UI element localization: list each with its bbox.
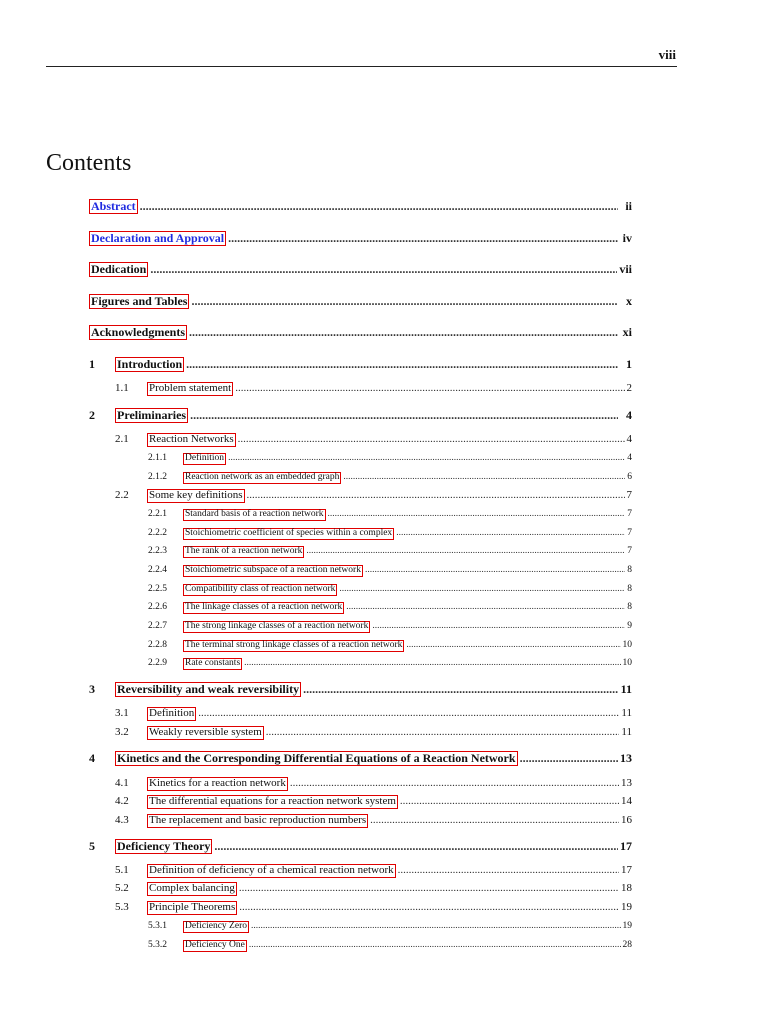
toc-entry-number: 2.2.1 (148, 509, 167, 519)
toc-entry[interactable] (89, 294, 632, 309)
toc-entry[interactable] (148, 546, 632, 558)
toc-entry-title[interactable]: The differential equations for a reaction network system (149, 795, 396, 807)
toc-entry-number: 5.2 (115, 882, 129, 894)
toc-entry-number: 2.2.5 (148, 584, 167, 594)
dot-leader (191, 294, 618, 309)
toc-entry-title[interactable]: Stoichiometric coefficient of species within a complex (185, 528, 393, 538)
toc-entry[interactable] (148, 921, 632, 933)
toc-entry-page: 9 (627, 621, 632, 631)
toc-entry-title[interactable]: Reaction Networks (149, 433, 234, 445)
toc-entry-page: 11 (621, 707, 632, 719)
dot-leader (238, 433, 625, 445)
toc-entry-title[interactable]: Reversibility and weak reversibility (117, 682, 300, 696)
toc-entry[interactable] (89, 262, 632, 277)
toc-entry-page: 17 (620, 839, 632, 853)
toc-entry[interactable] (148, 640, 632, 652)
toc-entry-number: 3.1 (115, 707, 129, 719)
toc-entry-page: 2 (626, 382, 632, 394)
dot-leader (303, 682, 618, 697)
toc-entry-number: 1.1 (115, 382, 129, 394)
toc-entry-page: 8 (627, 565, 632, 575)
dot-leader (140, 199, 618, 214)
dot-leader (520, 751, 618, 766)
toc-entry-title[interactable]: Acknowledgments (91, 325, 186, 339)
toc-entry-number: 4 (89, 751, 95, 765)
toc-entry[interactable] (115, 382, 632, 396)
dot-leader (198, 707, 619, 719)
toc-entry[interactable] (115, 814, 632, 828)
toc-entry-number: 5 (89, 839, 95, 853)
toc-entry[interactable] (89, 231, 632, 246)
toc-entry-title[interactable]: Introduction (117, 357, 183, 371)
toc-entry-page: 13 (620, 751, 632, 765)
toc-entry-page: 4 (626, 408, 632, 422)
dot-leader (251, 921, 621, 931)
toc-entry-page: 7 (627, 546, 632, 556)
dot-leader (228, 453, 625, 463)
toc-entry-page: xi (622, 325, 632, 339)
dot-leader (247, 489, 625, 501)
toc-entry[interactable] (115, 489, 632, 503)
dot-leader (346, 602, 625, 612)
toc-entry-page: 4 (627, 453, 632, 463)
toc-entry-title[interactable]: Figures and Tables (91, 294, 188, 308)
toc-entry-number: 5.1 (115, 864, 129, 876)
toc-entry-title[interactable]: Dedication (91, 262, 147, 276)
toc-entry-number: 2.2.3 (148, 546, 167, 556)
toc-entry[interactable] (89, 325, 632, 340)
toc-entry-number: 2.2.7 (148, 621, 167, 631)
toc-entry-title[interactable]: Complex balancing (149, 882, 235, 894)
toc-entry-title[interactable]: Stoichiometric subspace of a reaction network (185, 565, 361, 575)
dot-leader (290, 777, 619, 789)
toc-entry-number: 2.1 (115, 433, 129, 445)
toc-entry-title[interactable]: The terminal strong linkage classes of a reaction network (185, 640, 403, 650)
toc-entry-title[interactable]: Preliminaries (117, 408, 187, 422)
toc-entry[interactable] (89, 751, 632, 766)
toc-entry[interactable] (89, 199, 632, 214)
toc-entry-page: 17 (621, 864, 632, 876)
toc-entry-number: 2 (89, 408, 95, 422)
toc-entry-number: 3.2 (115, 726, 129, 738)
toc-entry-title[interactable]: Definition of deficiency of a chemical reaction network (149, 864, 394, 876)
toc-entry-page: 6 (627, 472, 632, 482)
toc-entry-page: 7 (627, 509, 632, 519)
toc-entry-number: 4.2 (115, 795, 129, 807)
toc-entry[interactable] (89, 357, 632, 372)
dot-leader (365, 565, 625, 575)
toc-entry[interactable] (148, 565, 632, 577)
dot-leader (244, 658, 620, 668)
toc-entry[interactable] (148, 472, 632, 484)
toc-entry[interactable] (148, 453, 632, 465)
toc-entry[interactable] (115, 795, 632, 809)
toc-entry-number: 2.1.1 (148, 453, 167, 463)
dot-leader (406, 640, 620, 650)
toc-entry-number: 1 (89, 357, 95, 371)
toc-entry-page: vii (619, 262, 632, 276)
toc-entry-number: 2.2.4 (148, 565, 167, 575)
toc-entry-title[interactable]: Deficiency One (185, 940, 245, 950)
toc-entry[interactable] (148, 509, 632, 521)
toc-entry-title[interactable]: The linkage classes of a reaction network (185, 602, 343, 612)
toc-entry-page: 10 (622, 658, 632, 668)
dot-leader (339, 584, 625, 594)
toc-entry-page: 14 (621, 795, 632, 807)
page-number-header: viii (658, 47, 676, 62)
toc-entry-title[interactable]: Compatibility class of reaction network (185, 584, 336, 594)
toc-entry-page: 4 (626, 433, 632, 445)
toc-entry[interactable] (89, 839, 632, 854)
toc-entry[interactable] (89, 682, 632, 697)
dot-leader (190, 408, 618, 423)
toc-entry[interactable] (148, 940, 632, 952)
toc-entry-page: 10 (622, 640, 632, 650)
toc-entry-page: 11 (620, 682, 632, 696)
toc-entry-title[interactable]: Deficiency Theory (117, 839, 211, 853)
toc-entry-title[interactable]: Definition (149, 707, 195, 719)
dot-leader (398, 864, 619, 876)
toc-entry-page: 19 (621, 901, 632, 913)
dot-leader (235, 382, 624, 394)
dot-leader (186, 357, 618, 372)
toc-entry-title[interactable]: Rate constants (185, 658, 241, 668)
toc-entry[interactable] (148, 621, 632, 633)
toc-entry-page: 8 (627, 602, 632, 612)
dot-leader (249, 940, 621, 950)
toc-entry-number: 4.1 (115, 777, 129, 789)
dot-leader (214, 839, 618, 854)
dot-leader (396, 528, 625, 538)
dot-leader (370, 814, 619, 826)
toc-entry[interactable] (148, 658, 632, 670)
toc-entry-number: 5.3.1 (148, 921, 167, 931)
toc-entry-title[interactable]: Reaction network as an embedded graph (185, 472, 340, 482)
dot-leader (400, 795, 619, 807)
toc-entry-title[interactable]: Standard basis of a reaction network (185, 509, 324, 519)
toc-entry-title[interactable]: Deficiency Zero (185, 921, 247, 931)
toc-entry-title[interactable]: Definition (185, 453, 225, 463)
toc-entry-title[interactable]: Problem statement (149, 382, 232, 394)
toc-entry[interactable] (115, 777, 632, 791)
toc-entry[interactable] (115, 864, 632, 878)
toc-entry-page: 7 (627, 528, 632, 538)
dot-leader (306, 546, 625, 556)
toc-entry[interactable] (115, 901, 632, 915)
toc-entry[interactable] (148, 584, 632, 596)
toc-entry-number: 2.2.2 (148, 528, 167, 538)
toc-entry-number: 2.1.2 (148, 472, 167, 482)
toc-entry-number: 5.3 (115, 901, 129, 913)
toc-entry-page: ii (625, 199, 632, 213)
toc-entry-page: 7 (626, 489, 632, 501)
toc-entry-number: 2.2.9 (148, 658, 167, 668)
toc-entry[interactable] (115, 433, 632, 447)
toc-entry-number: 2.2 (115, 489, 129, 501)
toc-entry-number: 2.2.8 (148, 640, 167, 650)
toc-entry-page: 11 (621, 726, 632, 738)
toc-entry-page: 1 (626, 357, 632, 371)
dot-leader (239, 901, 619, 913)
toc-entry-page: 28 (622, 940, 632, 950)
toc-entry-number: 4.3 (115, 814, 129, 826)
toc-entry-title[interactable]: Kinetics for a reaction network (149, 777, 286, 789)
dot-leader (239, 882, 619, 894)
toc-entry-title[interactable]: Principle Theorems (149, 901, 236, 913)
toc-entry-title[interactable]: The rank of a reaction network (185, 546, 303, 556)
toc-entry-title[interactable]: Some key definitions (149, 489, 243, 501)
toc-entry[interactable] (115, 882, 632, 896)
toc-entry-number: 3 (89, 682, 95, 696)
toc-entry-title[interactable]: Abstract (91, 199, 136, 213)
toc-entry-title[interactable]: The strong linkage classes of a reaction network (185, 621, 369, 631)
toc-entry[interactable] (115, 726, 632, 740)
toc-entry-page: 19 (622, 921, 632, 931)
dot-leader (189, 325, 618, 340)
toc-entry-number: 5.3.2 (148, 940, 167, 950)
dot-leader (266, 726, 620, 738)
toc-entry-page: x (626, 294, 632, 308)
toc-entry-page: 16 (621, 814, 632, 826)
toc-entry-title[interactable]: Kinetics and the Corresponding Differential Equations of a Reaction Network (117, 751, 516, 765)
toc-entry[interactable] (148, 528, 632, 540)
toc-entry-page: 8 (627, 584, 632, 594)
toc-entry[interactable] (89, 408, 632, 423)
toc-entry-page: iv (622, 231, 632, 245)
dot-leader (228, 231, 618, 246)
dot-leader (372, 621, 625, 631)
toc-entry-page: 18 (621, 882, 632, 894)
dot-leader (150, 262, 617, 277)
toc-entry[interactable] (115, 707, 632, 721)
dot-leader (328, 509, 626, 519)
toc-entry-title[interactable]: Declaration and Approval (91, 231, 225, 245)
toc-entry-title[interactable]: The replacement and basic reproduction numbers (149, 814, 367, 826)
toc-entry-title[interactable]: Weakly reversible system (149, 726, 262, 738)
dot-leader (343, 472, 625, 482)
toc-entry-page: 13 (621, 777, 632, 789)
toc-entry-number: 2.2.6 (148, 602, 167, 612)
toc-entry[interactable] (148, 602, 632, 614)
contents-title: Contents (46, 150, 132, 176)
